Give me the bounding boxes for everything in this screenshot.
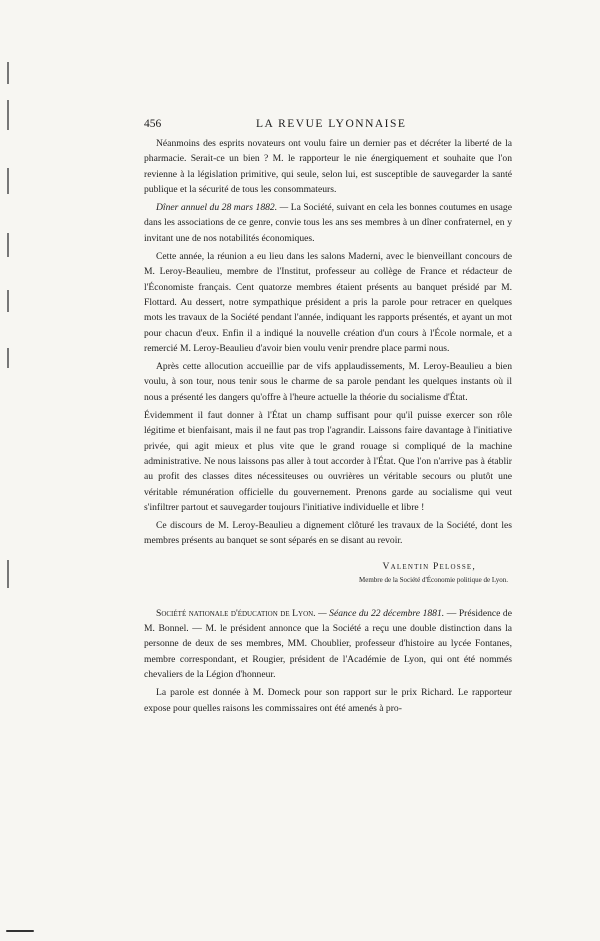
signature-name: Valentin Pelosse,: [382, 560, 476, 572]
scan-edge-mark: [7, 290, 9, 312]
scan-edge-mark: [7, 62, 9, 84]
signature-block: [144, 559, 512, 586]
body-text-section-two: [144, 606, 512, 716]
paragraph: Cette année, la réunion a eu lieu dans les salons Maderni, avec le bienveillant concours de M. Leroy-Beaulieu, membre de l'Institut, professeur au collège de France et rédacteur de l'Économiste français. Cent quatorze membres étaient présents au banquet présidé par M. Flottard. Au dessert, notre sympathique président a pris la parole pour retracer en quelques mots les travaux de la Société pendant l'année, indiquant les rapports présentés, et ayant un mot pour chacun d'eux. Enfin il a indiqué la nouvelle création d'un cours à l'École normale, et a remercié M. Leroy-Beaulieu d'avoir bien voulu venir prendre place parmi nous.: [144, 251, 512, 354]
signature-affiliation: Membre de la Société d'Économie politique de Lyon.: [359, 575, 508, 584]
paragraph: Évidemment il faut donner à l'État un champ suffisant pour qu'il puisse exercer son rôle légitime et bienfaisant, mais il ne faut pas trop l'agrandir. Laissons faire davantage à l'initiative privée, qui agit mieux et plus vite que le grand rouage si compliqué de la machine administrative. Ne nous laissons pas aller à tout accorder à l'État. Que l'on n'arrive pas à établir au profit des classes dites nécessiteuses ou ouvrières un véritable secours ou plutôt une véritable rémunération officielle du gouvernement. Prenons garde au socialisme qui veut s'infiltrer partout et sauvegarder toujours l'initiative individuelle et libre !: [144, 410, 512, 513]
page-number: 456: [144, 118, 162, 130]
society-name: Société nationale d'éducation de Lyon.: [156, 607, 316, 619]
scan-edge-mark: [7, 560, 9, 588]
journal-title: LA REVUE LYONNAISE: [256, 118, 407, 130]
society-session: — Séance du 22 décembre 1881.: [318, 607, 445, 619]
paragraph: Après cette allocution accueillie par de vifs applaudissements, M. Leroy-Beaulieu a bien voulu, à son tour, nous tenir sous le charme de sa parole pendant les quelques instants où il nous a présenté les dangers qu'offre à l'heure actuelle la théorie du socialisme d'État.: [144, 361, 512, 403]
paragraph: Ce discours de M. Leroy-Beaulieu a dignement clôturé les travaux de la Société, dont les membres présents au banquet se sont séparés en se disant au revoir.: [144, 520, 512, 547]
paragraph: La parole est donnée à M. Domeck pour son rapport sur le prix Richard. Le rapporteur expose pour quelles raisons les commissaires ont été amenés à pro-: [144, 687, 512, 714]
paragraph: Néanmoins des esprits novateurs ont voulu faire un dernier pas et décréter la liberté de la pharmacie. Serait-ce un bien ? M. le rapporteur le nie énergiquement et souhaite que l'on revienne à la législation primitive, qui seule, selon lui, est susceptible de sauvegarder la santé publique et la sécurité de tous les consommateurs.: [144, 138, 512, 195]
printed-page: [144, 118, 512, 719]
scan-edge-mark: [7, 100, 9, 130]
scan-bottom-smudge: [6, 930, 34, 932]
paragraph-dinner: [144, 200, 512, 246]
scan-edge-mark: [7, 233, 9, 257]
dinner-heading: Dîner annuel du 28 mars 1882. —: [156, 202, 289, 214]
scan-edge-mark: [7, 168, 9, 194]
body-text: [144, 136, 512, 549]
running-head: [144, 118, 512, 134]
paragraph-society: [144, 606, 512, 682]
paragraph-text: La Société, suivant en cela les bonnes coutumes en usage dans les associations de ce genre, convie tous les ans ses membres à un dîner confraternel, en y invitant une de nos notabilités économiques.: [144, 202, 512, 244]
paragraph-text: — Présidence de M. Bonnel. — M. le président annonce que la Société a reçu une double distinction dans la personne de deux de ses membres, MM. Choublier, professeur d'histoire au lycée Fontanes, membre correspondant, et Rougier, président de l'Académie de Lyon, qui ont été nommés chevaliers de la Légion d'honneur.: [144, 607, 512, 680]
scan-edge-mark: [7, 348, 9, 368]
